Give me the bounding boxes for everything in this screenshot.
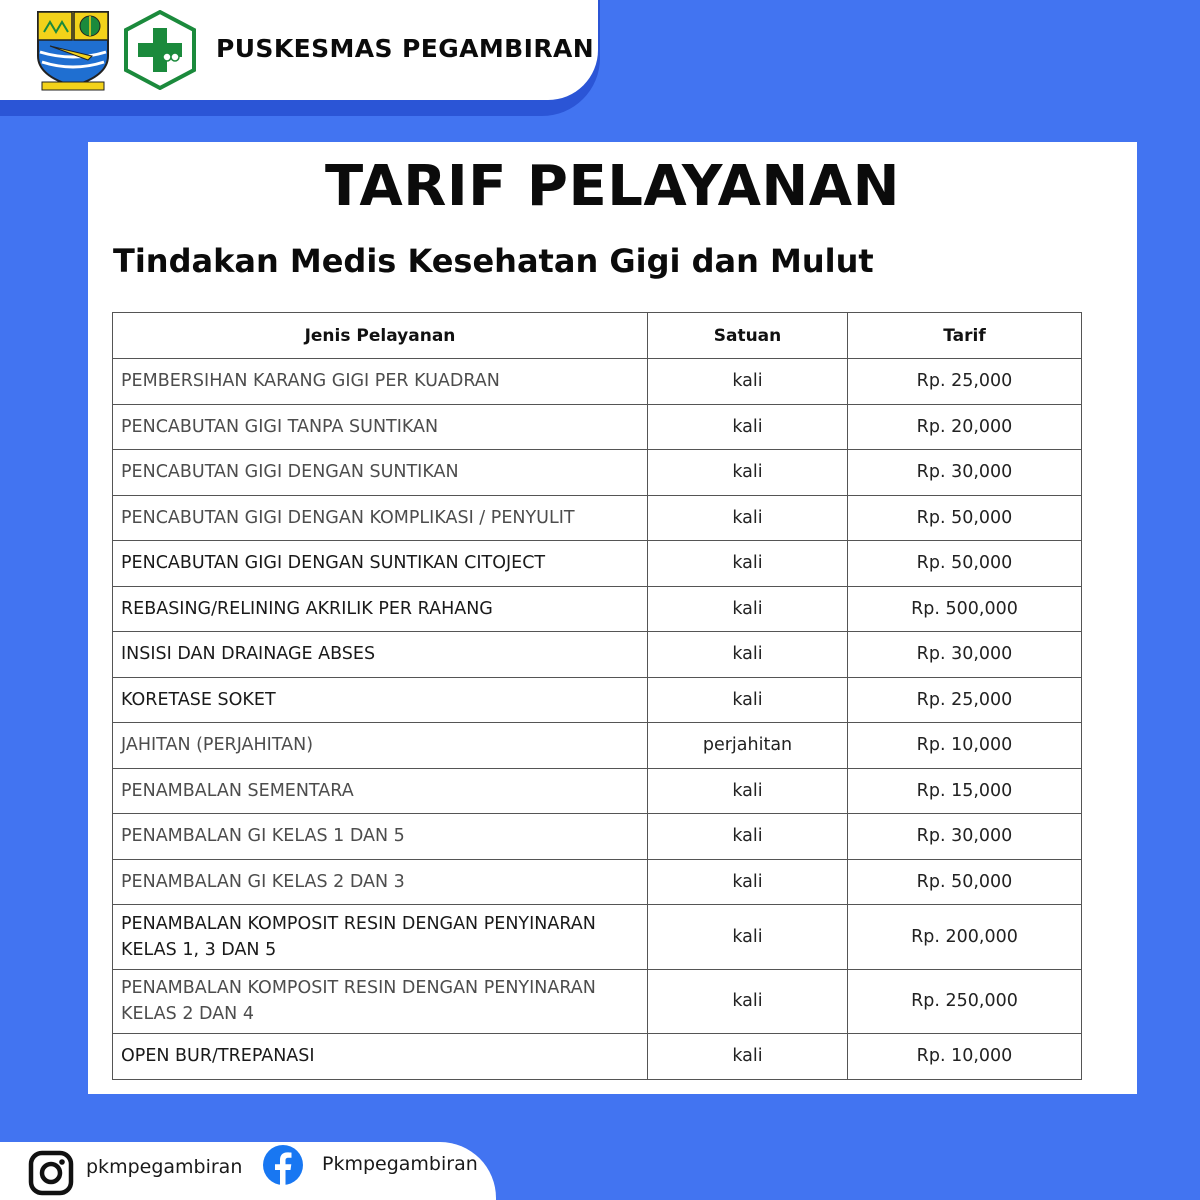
- column-header-jenis: Jenis Pelayanan: [113, 313, 648, 359]
- puskesmas-logo: [124, 10, 196, 90]
- table-row: [113, 541, 1082, 587]
- cell-jenis: PENCABUTAN GIGI DENGAN SUNTIKAN CITOJECT: [113, 541, 648, 587]
- cell-tarif: Rp. 50,000: [848, 541, 1082, 587]
- cell-jenis: KORETASE SOKET: [113, 677, 648, 723]
- cell-satuan: perjahitan: [648, 723, 848, 769]
- cell-satuan: kali: [648, 495, 848, 541]
- cell-tarif: Rp. 500,000: [848, 586, 1082, 632]
- header-bar: [0, 0, 598, 100]
- page-title: TARIF PELAYANAN: [325, 154, 900, 219]
- facebook-icon[interactable]: [262, 1144, 304, 1186]
- cell-jenis: JAHITAN (PERJAHITAN): [113, 723, 648, 769]
- table-row: [113, 450, 1082, 496]
- table-row: [113, 1034, 1082, 1080]
- table-header-row: [113, 313, 1082, 359]
- cell-tarif: Rp. 20,000: [848, 404, 1082, 450]
- cell-tarif: Rp. 25,000: [848, 677, 1082, 723]
- cell-jenis: PENAMBALAN SEMENTARA: [113, 768, 648, 814]
- header-title: PUSKESMAS PEGAMBIRAN: [216, 34, 595, 63]
- footer-bar: [0, 1142, 496, 1200]
- cell-tarif: Rp. 30,000: [848, 450, 1082, 496]
- instagram-icon[interactable]: [28, 1150, 74, 1196]
- tariff-card: [88, 142, 1137, 1094]
- cell-satuan: kali: [648, 541, 848, 587]
- table-row: [113, 586, 1082, 632]
- cell-satuan: kali: [648, 677, 848, 723]
- cell-tarif: Rp. 30,000: [848, 632, 1082, 678]
- table-row: [113, 359, 1082, 405]
- cell-satuan: kali: [648, 404, 848, 450]
- table-row: [113, 495, 1082, 541]
- table-row: [113, 677, 1082, 723]
- cell-tarif: Rp. 250,000: [848, 969, 1082, 1034]
- table-row: [113, 969, 1082, 1034]
- column-header-tarif: Tarif: [848, 313, 1082, 359]
- cell-satuan: kali: [648, 450, 848, 496]
- cell-jenis: PENCABUTAN GIGI DENGAN SUNTIKAN: [113, 450, 648, 496]
- city-emblem-logo: [32, 6, 114, 92]
- cell-jenis: PENAMBALAN KOMPOSIT RESIN DENGAN PENYINARAN KELAS 1, 3 DAN 5: [113, 905, 648, 970]
- cell-tarif: Rp. 50,000: [848, 859, 1082, 905]
- facebook-handle[interactable]: Pkmpegambiran: [322, 1153, 478, 1175]
- table-row: [113, 768, 1082, 814]
- cell-satuan: kali: [648, 359, 848, 405]
- cell-tarif: Rp. 15,000: [848, 768, 1082, 814]
- cell-satuan: kali: [648, 814, 848, 860]
- table-row: [113, 632, 1082, 678]
- cell-tarif: Rp. 10,000: [848, 723, 1082, 769]
- cell-satuan: kali: [648, 969, 848, 1034]
- table-row: [113, 404, 1082, 450]
- cell-satuan: kali: [648, 632, 848, 678]
- cell-tarif: Rp. 25,000: [848, 359, 1082, 405]
- cell-tarif: Rp. 10,000: [848, 1034, 1082, 1080]
- table-row: [113, 859, 1082, 905]
- cell-tarif: Rp. 50,000: [848, 495, 1082, 541]
- cell-satuan: kali: [648, 586, 848, 632]
- table-row: [113, 905, 1082, 970]
- cell-jenis: INSISI DAN DRAINAGE ABSES: [113, 632, 648, 678]
- column-header-satuan: Satuan: [648, 313, 848, 359]
- cell-jenis: PENAMBALAN KOMPOSIT RESIN DENGAN PENYINARAN KELAS 2 DAN 4: [113, 969, 648, 1034]
- cell-jenis: OPEN BUR/TREPANASI: [113, 1034, 648, 1080]
- cell-satuan: kali: [648, 768, 848, 814]
- cell-tarif: Rp. 30,000: [848, 814, 1082, 860]
- cell-jenis: PENCABUTAN GIGI TANPA SUNTIKAN: [113, 404, 648, 450]
- tariff-table: [112, 312, 1082, 1080]
- cell-satuan: kali: [648, 905, 848, 970]
- cell-satuan: kali: [648, 859, 848, 905]
- cell-jenis: PENAMBALAN GI KELAS 2 DAN 3: [113, 859, 648, 905]
- table-row: [113, 814, 1082, 860]
- cell-tarif: Rp. 200,000: [848, 905, 1082, 970]
- cell-satuan: kali: [648, 1034, 848, 1080]
- instagram-handle[interactable]: pkmpegambiran: [86, 1156, 243, 1178]
- cell-jenis: PENCABUTAN GIGI DENGAN KOMPLIKASI / PENYULIT: [113, 495, 648, 541]
- page-subtitle: Tindakan Medis Kesehatan Gigi dan Mulut: [113, 242, 874, 280]
- cell-jenis: REBASING/RELINING AKRILIK PER RAHANG: [113, 586, 648, 632]
- cell-jenis: PEMBERSIHAN KARANG GIGI PER KUADRAN: [113, 359, 648, 405]
- table-row: [113, 723, 1082, 769]
- cell-jenis: PENAMBALAN GI KELAS 1 DAN 5: [113, 814, 648, 860]
